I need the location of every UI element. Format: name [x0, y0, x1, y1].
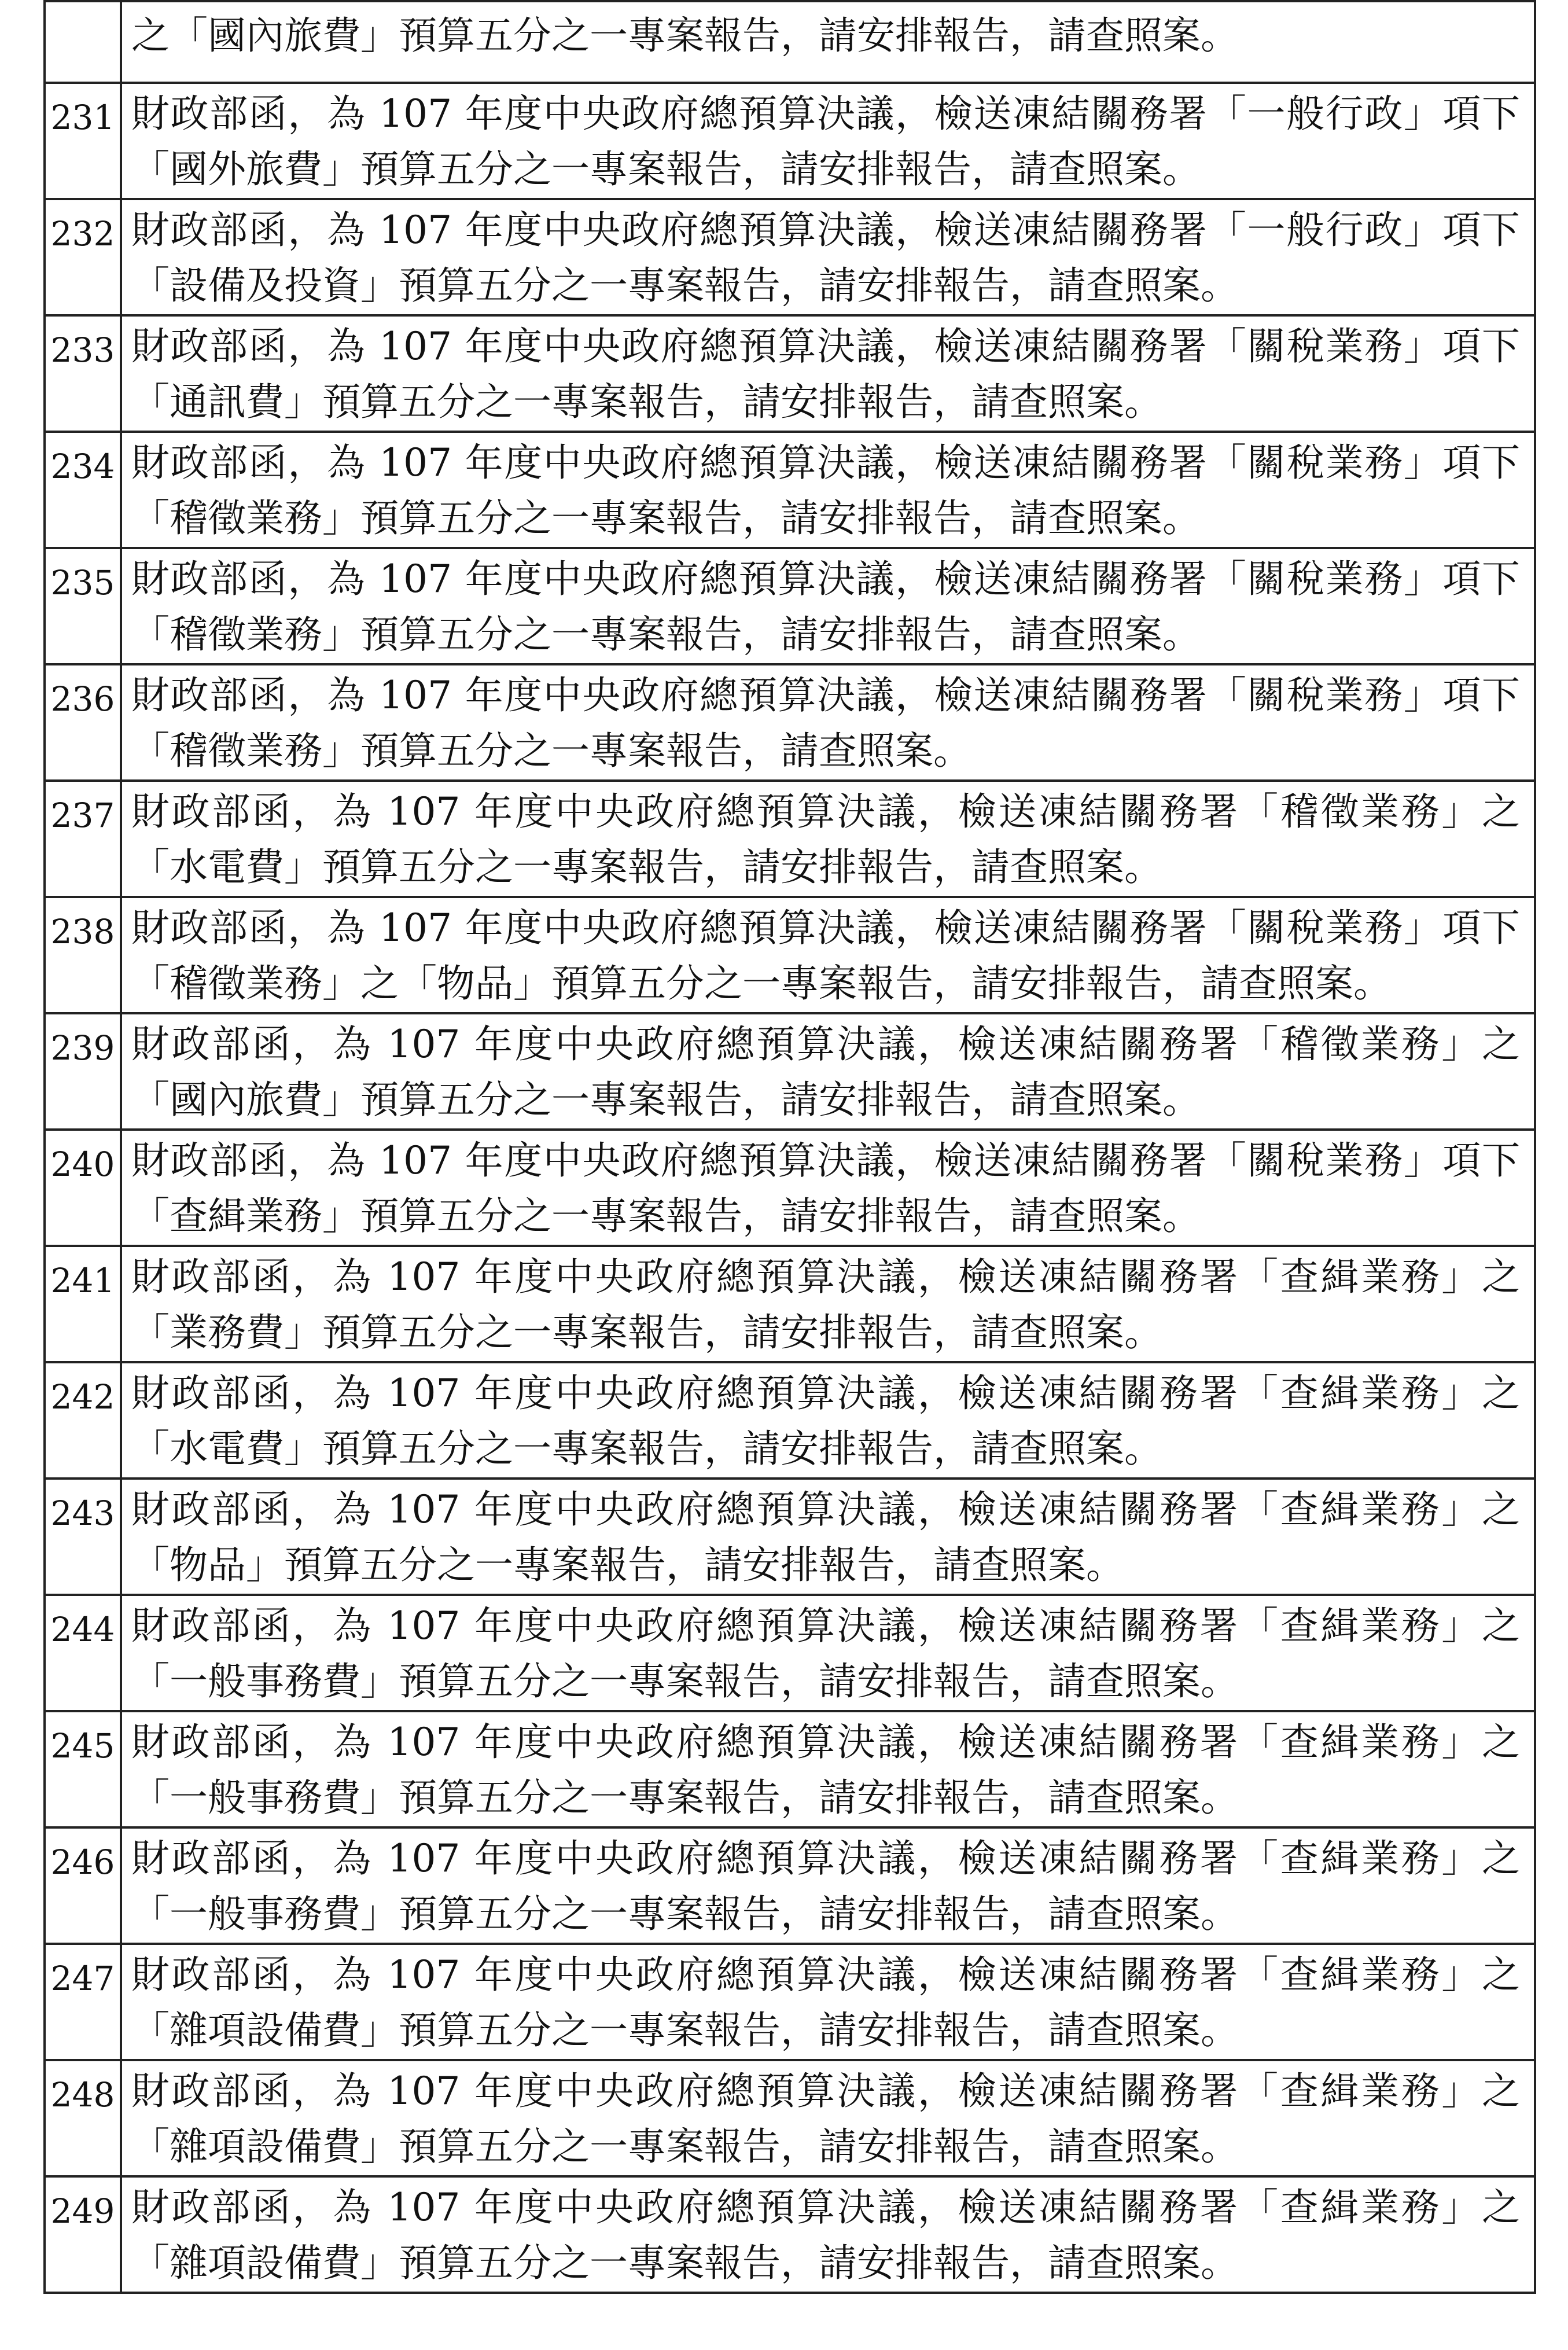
table-row: [45, 1595, 1535, 1711]
table-row: [45, 1130, 1535, 1246]
item-number: 244: [45, 1595, 121, 1711]
item-text: 財政部函，為 107 年度中央政府總預算決議，檢送凍結關務署「查緝業務」之「一般事務費」預算五分之一專案報告，請安排報告，請查照案。: [121, 1827, 1535, 1944]
table-row: [45, 664, 1535, 781]
item-number: 233: [45, 315, 121, 432]
item-number: 242: [45, 1362, 121, 1479]
table-row: [45, 1827, 1535, 1944]
item-text: 財政部函，為 107 年度中央政府總預算決議，檢送凍結關務署「查緝業務」之「雜項設備費」預算五分之一專案報告，請安排報告，請查照案。: [121, 2176, 1535, 2293]
item-text: 財政部函，為 107 年度中央政府總預算決議，檢送凍結關務署「關稅業務」項下「稽徵業務」預算五分之一專案報告，請安排報告，請查照案。: [121, 548, 1535, 664]
item-number: 238: [45, 897, 121, 1013]
table-row: [45, 1013, 1535, 1130]
item-number: [45, 1, 121, 83]
item-text: 財政部函，為 107 年度中央政府總預算決議，檢送凍結關務署「查緝業務」之「水電費」預算五分之一專案報告，請安排報告，請查照案。: [121, 1362, 1535, 1479]
table-row: [45, 1944, 1535, 2060]
item-number: 245: [45, 1711, 121, 1827]
table-row: [45, 432, 1535, 548]
item-number: 232: [45, 199, 121, 315]
item-text: 之「國內旅費」預算五分之一專案報告，請安排報告，請查照案。: [121, 1, 1535, 83]
item-text: 財政部函，為 107 年度中央政府總預算決議，檢送凍結關務署「查緝業務」之「一般事務費」預算五分之一專案報告，請安排報告，請查照案。: [121, 1711, 1535, 1827]
table-row: [45, 2060, 1535, 2176]
item-number: 247: [45, 1944, 121, 2060]
item-text: 財政部函，為 107 年度中央政府總預算決議，檢送凍結關務署「關稅業務」項下「稽徵業務」預算五分之一專案報告，請查照案。: [121, 664, 1535, 781]
table-row: [45, 1362, 1535, 1479]
table-row: [45, 315, 1535, 432]
item-number: 243: [45, 1479, 121, 1595]
item-text: 財政部函，為 107 年度中央政府總預算決議，檢送凍結關務署「關稅業務」項下「稽徵業務」預算五分之一專案報告，請安排報告，請查照案。: [121, 432, 1535, 548]
table-row: [45, 1, 1535, 83]
item-text: 財政部函，為 107 年度中央政府總預算決議，檢送凍結關務署「稽徵業務」之「水電費」預算五分之一專案報告，請安排報告，請查照案。: [121, 781, 1535, 897]
item-text: 財政部函，為 107 年度中央政府總預算決議，檢送凍結關務署「查緝業務」之「雜項設備費」預算五分之一專案報告，請安排報告，請查照案。: [121, 2060, 1535, 2176]
table-row: [45, 548, 1535, 664]
item-text: 財政部函，為 107 年度中央政府總預算決議，檢送凍結關務署「稽徵業務」之「國內旅費」預算五分之一專案報告，請安排報告，請查照案。: [121, 1013, 1535, 1130]
table-row: [45, 1246, 1535, 1362]
item-number: 236: [45, 664, 121, 781]
item-text: 財政部函，為 107 年度中央政府總預算決議，檢送凍結關務署「關稅業務」項下「查緝業務」預算五分之一專案報告，請安排報告，請查照案。: [121, 1130, 1535, 1246]
item-text: 財政部函，為 107 年度中央政府總預算決議，檢送凍結關務署「關稅業務」項下「通訊費」預算五分之一專案報告，請安排報告，請查照案。: [121, 315, 1535, 432]
table-row: [45, 897, 1535, 1013]
table-row: [45, 1479, 1535, 1595]
item-text: 財政部函，為 107 年度中央政府總預算決議，檢送凍結關務署「查緝業務」之「業務費」預算五分之一專案報告，請安排報告，請查照案。: [121, 1246, 1535, 1362]
item-number: 240: [45, 1130, 121, 1246]
item-number: 231: [45, 83, 121, 199]
item-text: 財政部函，為 107 年度中央政府總預算決議，檢送凍結關務署「查緝業務」之「物品」預算五分之一專案報告，請安排報告，請查照案。: [121, 1479, 1535, 1595]
item-number: 237: [45, 781, 121, 897]
item-number: 248: [45, 2060, 121, 2176]
item-number: 234: [45, 432, 121, 548]
item-number: 241: [45, 1246, 121, 1362]
item-text: 財政部函，為 107 年度中央政府總預算決議，檢送凍結關務署「關稅業務」項下「稽徵業務」之「物品」預算五分之一專案報告，請安排報告，請查照案。: [121, 897, 1535, 1013]
item-number: 249: [45, 2176, 121, 2293]
table-row: [45, 199, 1535, 315]
agenda-table-body: [45, 1, 1535, 2293]
item-text: 財政部函，為 107 年度中央政府總預算決議，檢送凍結關務署「一般行政」項下「國外旅費」預算五分之一專案報告，請安排報告，請查照案。: [121, 83, 1535, 199]
table-row: [45, 1711, 1535, 1827]
table-row: [45, 781, 1535, 897]
item-number: 246: [45, 1827, 121, 1944]
table-row: [45, 83, 1535, 199]
item-number: 235: [45, 548, 121, 664]
table-row: [45, 2176, 1535, 2293]
item-text: 財政部函，為 107 年度中央政府總預算決議，檢送凍結關務署「查緝業務」之「雜項設備費」預算五分之一專案報告，請安排報告，請查照案。: [121, 1944, 1535, 2060]
item-text: 財政部函，為 107 年度中央政府總預算決議，檢送凍結關務署「查緝業務」之「一般事務費」預算五分之一專案報告，請安排報告，請查照案。: [121, 1595, 1535, 1711]
agenda-table: [43, 0, 1536, 2294]
item-text: 財政部函，為 107 年度中央政府總預算決議，檢送凍結關務署「一般行政」項下「設備及投資」預算五分之一專案報告，請安排報告，請查照案。: [121, 199, 1535, 315]
item-number: 239: [45, 1013, 121, 1130]
